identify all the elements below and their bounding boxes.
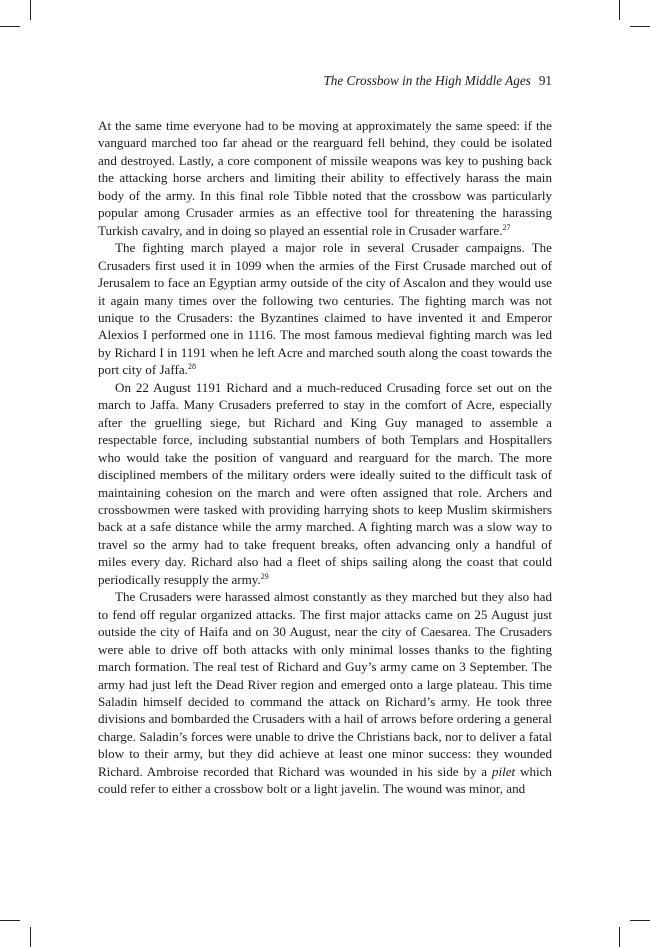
running-head [323,73,552,89]
paragraph-text: At the same time everyone had to be moving at approximately the same speed: if the vanguard marched too far ahead or the rearguard fell behind, they could be isolated and destroyed. Lastly, a core component of missile weapons was key to pushing back the attacking horse archers and limiting their ability to effectively harass the main body of the army. In this final role Tibble noted that the crossbow was particularly popular among Crusader armies as an effective tool for threatening the harassing Turkish cavalry, and in doing so played an essential role in Crusader warfare. [98,118,552,238]
paragraph [98,588,552,797]
paragraph-text: which could refer to either a crossbow bolt or a light javelin. The wound was minor, and [98,763,552,797]
crop-mark [30,0,31,20]
crop-mark [30,927,31,947]
paragraph-text: On 22 August 1191 Richard and a much-reduced Crusading force set out on the march to Jaffa. Many Crusaders preferred to stay in the comfort of Acre, especially after the gruelling siege, but Richard and King Guy managed to assemble a respectable force, including substantial numbers of both Templars and Hospitallers who would take the position of vanguard and rearguard for the march. The more disciplined members of the military orders were ideally suited to the difficult task of maintaining cohesion on the march and were often assigned that role. Archers and crossbowmen were tasked with providing harrying shots to keep Muslim skirmishers back at a safe distance while the army marched. A fighting march was a slow way to travel so the army had to take frequent breaks, often advancing only a handful of miles every day. Richard also had a fleet of ships sailing along the coast that could periodically resupply the army. [98,379,552,587]
paragraph [98,239,552,379]
paragraph-text: The fighting march played a major role in several Crusader campaigns. The Crusaders first used it in 1099 when the armies of the First Crusade marched out of Jerusalem to face an Egyptian army outside of the city of Ascalon and they would use it again many times over the following two centuries. The fighting march was not unique to the Crusaders: the Byzantines claimed to have invented it and Emperor Alexios I performed one in 1116. The most famous medieval fighting march was led by Richard I in 1191 when he left Acre and marched south along the coast towards the port city of Jaffa. [98,240,552,378]
crop-mark [630,26,650,27]
page-number: 91 [538,73,552,88]
paragraph-text: The Crusaders were harassed almost constantly as they marched but they also had to fend off regular organized attacks. The first major attacks came on 25 August just outside the city of Haifa and on 30 August, near the city of Caesarea. The Crusaders were able to drive off both attacks with only minimal losses thanks to the fighting march formation. The real test of Richard and Guy’s army came on 3 September. The army had just left the Dead River region and emerged onto a large plateau. This time Saladin himself decided to command the attack on Richard’s army. He took three divisions and bombarded the Crusaders with a hail of arrows before ordering a general charge. Saladin’s forces were unable to drive the Christians back, nor to deliver a fatal blow to their army, but they did achieve at least one minor success: they wounded Richard. Ambroise recorded that Richard was wounded in his side by a [98,589,552,779]
paragraph [98,117,552,239]
crop-mark [0,920,20,921]
crop-mark [619,927,620,947]
paragraph [98,379,552,588]
crop-mark [0,26,20,27]
running-title: The Crossbow in the High Middle Ages [323,73,531,88]
footnote-marker[interactable]: 29 [260,571,269,581]
footnote-marker[interactable]: 28 [187,362,196,372]
crop-mark [630,920,650,921]
italic-term: pilet [491,763,516,779]
crop-mark [619,0,620,20]
footnote-marker[interactable]: 27 [502,222,511,232]
body-text [98,117,552,798]
